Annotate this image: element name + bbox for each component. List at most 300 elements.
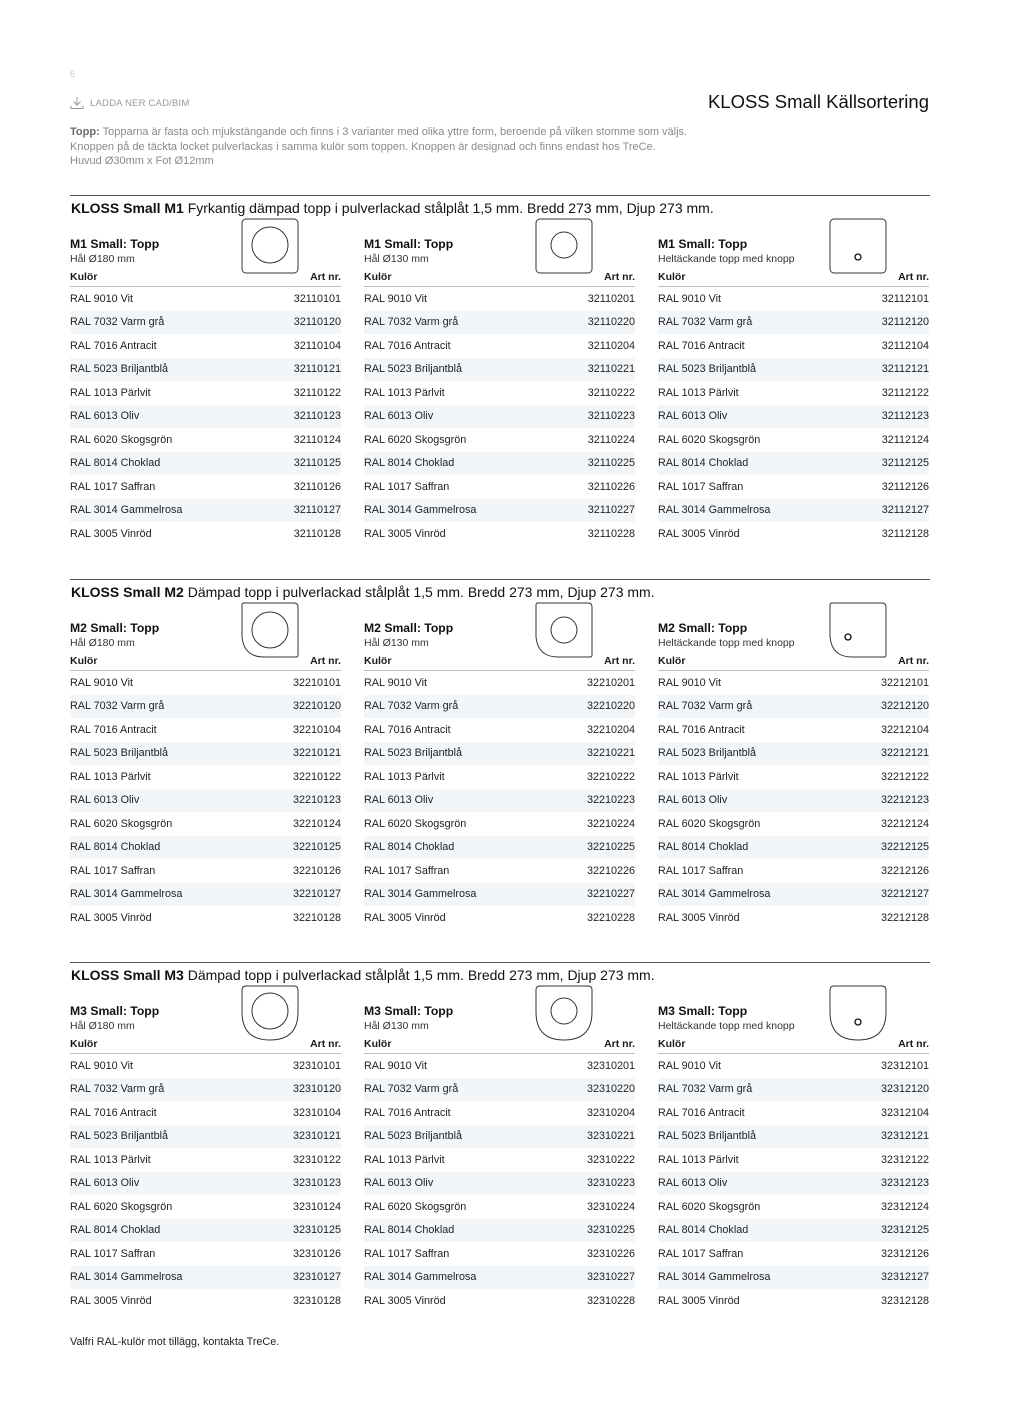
table-row <box>364 1125 635 1149</box>
m1-hole-top-icon <box>240 217 300 275</box>
m3-hole-top-icon <box>534 984 594 1042</box>
color-name: RAL 1017 Saffran <box>658 864 744 877</box>
art-number: 32212127 <box>880 888 929 901</box>
table-header: Kulör Art nr. <box>658 1038 929 1054</box>
color-name: RAL 6020 Skogsgrön <box>364 1200 467 1213</box>
table-row <box>70 1172 341 1196</box>
art-number: 32310124 <box>292 1200 341 1213</box>
art-number: 32110204 <box>587 339 635 352</box>
m2-knob-top-icon <box>828 601 888 659</box>
color-name: RAL 6013 Oliv <box>364 794 434 807</box>
table-row <box>70 671 341 695</box>
table-row <box>364 428 635 452</box>
art-number: 32310121 <box>292 1130 341 1143</box>
color-name: RAL 1017 Saffran <box>658 1247 744 1260</box>
color-name: RAL 1013 Pärlvit <box>658 770 739 783</box>
m3-hole-top-icon <box>240 984 300 1042</box>
table-subtitle: Heltäckande topp med knopp <box>658 253 795 265</box>
table-row <box>70 1101 341 1125</box>
color-name: RAL 1017 Saffran <box>70 864 156 877</box>
table-row <box>70 358 341 382</box>
color-name: RAL 6020 Skogsgrön <box>70 817 173 830</box>
table-row <box>658 859 929 883</box>
download-icon <box>70 96 84 110</box>
art-number: 32210228 <box>586 911 635 924</box>
table-row <box>658 1289 929 1313</box>
table-row <box>658 381 929 405</box>
art-number: 32110123 <box>293 410 341 423</box>
product-table <box>364 621 635 930</box>
table-row <box>364 287 635 311</box>
product-table <box>658 237 929 546</box>
color-name: RAL 1013 Pärlvit <box>364 386 445 399</box>
table-title: M2 Small: Topp <box>658 621 748 635</box>
art-number: 32212128 <box>880 911 929 924</box>
color-name: RAL 3005 Vinröd <box>70 1294 152 1307</box>
product-table <box>658 1004 929 1313</box>
color-name: RAL 5023 Briljantblå <box>364 363 463 376</box>
color-name: RAL 9010 Vit <box>364 292 428 305</box>
table-row <box>364 883 635 907</box>
table-title: M1 Small: Topp <box>70 237 160 251</box>
color-name: RAL 7032 Varm grå <box>70 316 165 329</box>
color-name: RAL 3005 Vinröd <box>364 911 446 924</box>
color-name: RAL 7016 Antracit <box>70 339 157 352</box>
table-row <box>70 1078 341 1102</box>
table-row <box>658 405 929 429</box>
table-row <box>70 1195 341 1219</box>
art-number: 32112126 <box>881 480 929 493</box>
color-name: RAL 3014 Gammelrosa <box>364 504 477 517</box>
m1-knob-top-icon <box>828 217 888 275</box>
table-header: Kulör Art nr. <box>70 655 341 671</box>
art-number: 32210122 <box>292 770 341 783</box>
color-name: RAL 6013 Oliv <box>364 410 434 423</box>
color-name: RAL 7032 Varm grå <box>70 700 165 713</box>
art-number: 32310101 <box>292 1059 341 1072</box>
art-number: 32210101 <box>292 676 341 689</box>
art-number: 32212104 <box>880 723 929 736</box>
art-number: 32210222 <box>586 770 635 783</box>
art-number: 32310122 <box>292 1153 341 1166</box>
table-row <box>70 718 341 742</box>
color-name: RAL 7016 Antracit <box>70 1106 157 1119</box>
color-name: RAL 9010 Vit <box>70 676 134 689</box>
color-name: RAL 6013 Oliv <box>658 410 728 423</box>
color-name: RAL 1013 Pärlvit <box>364 770 445 783</box>
table-header: Kulör Art nr. <box>658 271 929 287</box>
table-title: M3 Small: Topp <box>70 1004 160 1018</box>
color-name: RAL 8014 Choklad <box>658 1224 749 1237</box>
section-divider <box>70 195 930 196</box>
art-number: 32312104 <box>880 1106 929 1119</box>
art-number: 32310226 <box>586 1247 635 1260</box>
color-name: RAL 1013 Pärlvit <box>658 1153 739 1166</box>
table-row <box>364 1266 635 1290</box>
color-name: RAL 5023 Briljantblå <box>364 1130 463 1143</box>
table-subtitle: Hål Ø180 mm <box>70 253 135 265</box>
color-name: RAL 9010 Vit <box>70 1059 134 1072</box>
table-row <box>70 381 341 405</box>
table-header: Kulör Art nr. <box>364 1038 635 1054</box>
table-row <box>364 381 635 405</box>
art-number: 32110223 <box>587 410 635 423</box>
table-header: Kulör Art nr. <box>364 271 635 287</box>
table-row <box>364 334 635 358</box>
art-number: 32310228 <box>586 1294 635 1307</box>
art-number: 32110222 <box>587 386 635 399</box>
art-number: 32212121 <box>880 747 929 760</box>
art-number: 32212120 <box>880 700 929 713</box>
art-number: 32210226 <box>586 864 635 877</box>
color-name: RAL 6013 Oliv <box>364 1177 434 1190</box>
color-name: RAL 6013 Oliv <box>658 794 728 807</box>
table-row <box>364 789 635 813</box>
product-table <box>364 1004 635 1313</box>
table-row <box>658 452 929 476</box>
color-name: RAL 1017 Saffran <box>70 1247 156 1260</box>
m3-knob-top-icon <box>828 984 888 1042</box>
table-row <box>658 334 929 358</box>
color-name: RAL 5023 Briljantblå <box>70 363 169 376</box>
color-name: RAL 6020 Skogsgrön <box>364 817 467 830</box>
art-number: 32210221 <box>586 747 635 760</box>
color-name: RAL 5023 Briljantblå <box>658 363 757 376</box>
table-title: M1 Small: Topp <box>364 237 454 251</box>
color-name: RAL 5023 Briljantblå <box>658 747 757 760</box>
table-row <box>658 836 929 860</box>
table-subtitle: Hål Ø180 mm <box>70 1020 135 1032</box>
color-name: RAL 5023 Briljantblå <box>70 747 169 760</box>
color-name: RAL 6020 Skogsgrön <box>658 433 761 446</box>
table-row <box>70 906 341 930</box>
art-number: 32110220 <box>587 316 635 329</box>
product-table <box>658 621 929 930</box>
color-name: RAL 3014 Gammelrosa <box>70 504 183 517</box>
section-m1 <box>70 195 930 540</box>
table-row <box>364 812 635 836</box>
table-subtitle: Hål Ø130 mm <box>364 637 429 649</box>
section-divider <box>70 579 930 580</box>
table-row <box>364 718 635 742</box>
art-number: 32110124 <box>293 433 341 446</box>
art-number: 32312126 <box>880 1247 929 1260</box>
table-row <box>658 287 929 311</box>
table-row <box>70 1242 341 1266</box>
table-row <box>658 742 929 766</box>
color-name: RAL 3005 Vinröd <box>70 527 152 540</box>
color-name: RAL 1017 Saffran <box>70 480 156 493</box>
color-name: RAL 5023 Briljantblå <box>658 1130 757 1143</box>
product-table <box>70 237 341 546</box>
table-title: M1 Small: Topp <box>658 237 748 251</box>
art-number: 32312124 <box>880 1200 929 1213</box>
table-row <box>658 789 929 813</box>
table-row <box>364 765 635 789</box>
table-row <box>364 906 635 930</box>
art-number: 32310222 <box>586 1153 635 1166</box>
art-number: 32210220 <box>586 700 635 713</box>
art-number: 32112127 <box>881 504 929 517</box>
table-subtitle: Hål Ø180 mm <box>70 637 135 649</box>
table-row <box>658 1195 929 1219</box>
table-row <box>364 1242 635 1266</box>
table-row <box>658 428 929 452</box>
color-name: RAL 7016 Antracit <box>364 723 451 736</box>
art-number: 32312128 <box>880 1294 929 1307</box>
table-row <box>364 1195 635 1219</box>
color-name: RAL 7032 Varm grå <box>364 316 459 329</box>
color-name: RAL 7032 Varm grå <box>70 1083 165 1096</box>
table-row <box>364 452 635 476</box>
art-number: 32210204 <box>586 723 635 736</box>
art-number: 32310201 <box>586 1059 635 1072</box>
table-row <box>658 1266 929 1290</box>
art-number: 32110125 <box>293 457 341 470</box>
art-number: 32310220 <box>586 1083 635 1096</box>
color-name: RAL 9010 Vit <box>658 676 722 689</box>
art-number: 32110121 <box>293 363 341 376</box>
product-table <box>364 237 635 546</box>
footer-note: Valfri RAL-kulör mot tillägg, kontakta TreCe. <box>70 1336 280 1348</box>
color-name: RAL 8014 Choklad <box>364 1224 455 1237</box>
color-name: RAL 3005 Vinröd <box>364 527 446 540</box>
color-name: RAL 8014 Choklad <box>364 841 455 854</box>
table-row <box>70 1054 341 1078</box>
table-row <box>364 695 635 719</box>
art-number: 32210225 <box>586 841 635 854</box>
table-row <box>364 405 635 429</box>
color-name: RAL 8014 Choklad <box>658 457 749 470</box>
color-name: RAL 5023 Briljantblå <box>70 1130 169 1143</box>
art-number: 32112104 <box>881 339 929 352</box>
art-number: 32212101 <box>880 676 929 689</box>
table-row <box>658 883 929 907</box>
art-number: 32312121 <box>880 1130 929 1143</box>
intro-text: Topp: Topparna är fasta och mjukstängande och finns i 3 varianter med olika yttre form, beroende på vilken stomme som väljs. Knoppen på de täckta locket pulverlackas i samma kulör som toppen. Knoppen är designad och finns endast hos TreCe. Huvud Ø30mm x Fot Ø12mm <box>70 126 688 168</box>
table-row <box>658 1101 929 1125</box>
color-name: RAL 3014 Gammelrosa <box>364 888 477 901</box>
color-name: RAL 9010 Vit <box>658 1059 722 1072</box>
table-row <box>658 765 929 789</box>
art-number: 32212124 <box>880 817 929 830</box>
color-name: RAL 7032 Varm grå <box>658 700 753 713</box>
color-name: RAL 6013 Oliv <box>70 410 140 423</box>
art-number: 32310204 <box>586 1106 635 1119</box>
art-number: 32110224 <box>587 433 635 446</box>
color-name: RAL 9010 Vit <box>70 292 134 305</box>
color-name: RAL 1017 Saffran <box>364 1247 450 1260</box>
color-name: RAL 3014 Gammelrosa <box>658 1271 771 1284</box>
table-row <box>364 1289 635 1313</box>
table-row <box>70 287 341 311</box>
table-row <box>658 475 929 499</box>
art-number: 32210104 <box>292 723 341 736</box>
color-name: RAL 3014 Gammelrosa <box>658 504 771 517</box>
table-row <box>70 475 341 499</box>
table-row <box>658 1219 929 1243</box>
color-name: RAL 6020 Skogsgrön <box>658 1200 761 1213</box>
art-number: 32210125 <box>292 841 341 854</box>
art-number: 32310126 <box>292 1247 341 1260</box>
color-name: RAL 6020 Skogsgrön <box>70 1200 173 1213</box>
color-name: RAL 1013 Pärlvit <box>70 1153 151 1166</box>
art-number: 32210224 <box>586 817 635 830</box>
table-row <box>364 1054 635 1078</box>
art-number: 32310223 <box>586 1177 635 1190</box>
color-name: RAL 3005 Vinröd <box>658 911 740 924</box>
table-row <box>70 765 341 789</box>
table-row <box>70 428 341 452</box>
color-name: RAL 6020 Skogsgrön <box>658 817 761 830</box>
art-number: 32210127 <box>292 888 341 901</box>
m2-hole-top-icon <box>240 601 300 659</box>
art-number: 32310123 <box>292 1177 341 1190</box>
color-name: RAL 3005 Vinröd <box>364 1294 446 1307</box>
section-heading: KLOSS Small M3 Dämpad topp i pulverlackad stålplåt 1,5 mm. Bredd 273 mm, Djup 273 mm. <box>71 967 655 983</box>
art-number: 32310221 <box>586 1130 635 1143</box>
color-name: RAL 3014 Gammelrosa <box>70 888 183 901</box>
art-number: 32110127 <box>293 504 341 517</box>
art-number: 32310120 <box>292 1083 341 1096</box>
table-header: Kulör Art nr. <box>70 271 341 287</box>
table-row <box>70 812 341 836</box>
table-row <box>70 1125 341 1149</box>
product-table <box>70 621 341 930</box>
color-name: RAL 1013 Pärlvit <box>70 770 151 783</box>
art-number: 32212122 <box>880 770 929 783</box>
table-subtitle: Heltäckande topp med knopp <box>658 637 795 649</box>
table-header: Kulör Art nr. <box>658 655 929 671</box>
table-row <box>658 311 929 335</box>
page-title: KLOSS Small Källsortering <box>707 91 929 112</box>
page-number: 6 <box>70 69 76 79</box>
table-row <box>658 906 929 930</box>
table-row <box>364 1148 635 1172</box>
art-number: 32110104 <box>293 339 341 352</box>
table-header: Kulör Art nr. <box>364 655 635 671</box>
color-name: RAL 8014 Choklad <box>70 841 161 854</box>
color-name: RAL 3014 Gammelrosa <box>658 888 771 901</box>
art-number: 32110201 <box>587 292 635 305</box>
art-number: 32110126 <box>293 480 341 493</box>
table-row <box>364 742 635 766</box>
table-row <box>70 1289 341 1313</box>
table-row <box>364 1078 635 1102</box>
table-row <box>658 1242 929 1266</box>
table-row <box>658 1054 929 1078</box>
color-name: RAL 3005 Vinröd <box>70 911 152 924</box>
color-name: RAL 7016 Antracit <box>70 723 157 736</box>
table-subtitle: Heltäckande topp med knopp <box>658 1020 795 1032</box>
section-m3 <box>70 962 930 1307</box>
color-name: RAL 6013 Oliv <box>658 1177 728 1190</box>
art-number: 32110221 <box>587 363 635 376</box>
table-title: M3 Small: Topp <box>658 1004 748 1018</box>
art-number: 32112101 <box>881 292 929 305</box>
section-heading: KLOSS Small M1 Fyrkantig dämpad topp i pulverlackad stålplåt 1,5 mm. Bredd 273 mm, Djup 273 mm. <box>71 200 714 216</box>
table-header: Kulör Art nr. <box>70 1038 341 1054</box>
download-label: LADDA NER CAD/BIM <box>90 97 190 109</box>
table-row <box>658 671 929 695</box>
color-name: RAL 1017 Saffran <box>364 480 450 493</box>
art-number: 32210123 <box>292 794 341 807</box>
download-cad-bim-link[interactable] <box>70 96 189 110</box>
color-name: RAL 1013 Pärlvit <box>364 1153 445 1166</box>
color-name: RAL 3014 Gammelrosa <box>70 1271 183 1284</box>
table-title: M3 Small: Topp <box>364 1004 454 1018</box>
art-number: 32312122 <box>880 1153 929 1166</box>
color-name: RAL 8014 Choklad <box>364 457 455 470</box>
color-name: RAL 1013 Pärlvit <box>658 386 739 399</box>
color-name: RAL 7016 Antracit <box>658 1106 745 1119</box>
art-number: 32312120 <box>880 1083 929 1096</box>
intro-bold: Topp: <box>70 126 100 138</box>
art-number: 32210201 <box>586 676 635 689</box>
table-row <box>70 883 341 907</box>
table-row <box>70 859 341 883</box>
art-number: 32112125 <box>881 457 929 470</box>
table-row <box>658 695 929 719</box>
color-name: RAL 7016 Antracit <box>364 339 451 352</box>
table-row <box>70 1148 341 1172</box>
color-name: RAL 7032 Varm grå <box>658 1083 753 1096</box>
table-row <box>364 499 635 523</box>
color-name: RAL 3014 Gammelrosa <box>364 1271 477 1284</box>
art-number: 32212126 <box>880 864 929 877</box>
section-heading: KLOSS Small M2 Dämpad topp i pulverlackad stålplåt 1,5 mm. Bredd 273 mm, Djup 273 mm. <box>71 584 655 600</box>
color-name: RAL 6013 Oliv <box>70 794 140 807</box>
art-number: 32110120 <box>293 316 341 329</box>
art-number: 32310225 <box>586 1224 635 1237</box>
color-name: RAL 9010 Vit <box>364 676 428 689</box>
color-name: RAL 8014 Choklad <box>70 457 161 470</box>
art-number: 32110122 <box>293 386 341 399</box>
table-row <box>364 311 635 335</box>
color-name: RAL 7016 Antracit <box>658 723 745 736</box>
table-row <box>70 405 341 429</box>
art-number: 32110226 <box>587 480 635 493</box>
art-number: 32110128 <box>293 527 341 540</box>
m1-hole-top-icon <box>534 217 594 275</box>
art-number: 32212123 <box>880 794 929 807</box>
table-row <box>364 836 635 860</box>
color-name: RAL 1013 Pärlvit <box>70 386 151 399</box>
table-subtitle: Hål Ø130 mm <box>364 1020 429 1032</box>
art-number: 32210223 <box>586 794 635 807</box>
section-m2 <box>70 579 930 924</box>
color-name: RAL 3005 Vinröd <box>658 1294 740 1307</box>
table-row <box>364 358 635 382</box>
art-number: 32210124 <box>292 817 341 830</box>
color-name: RAL 5023 Briljantblå <box>364 747 463 760</box>
color-name: RAL 7032 Varm grå <box>658 316 753 329</box>
art-number: 32312125 <box>880 1224 929 1237</box>
table-row <box>364 671 635 695</box>
table-row <box>70 1219 341 1243</box>
table-subtitle: Hål Ø130 mm <box>364 253 429 265</box>
art-number: 32212125 <box>880 841 929 854</box>
table-row <box>658 499 929 523</box>
table-row <box>70 695 341 719</box>
table-row <box>658 812 929 836</box>
color-name: RAL 6013 Oliv <box>70 1177 140 1190</box>
art-number: 32310127 <box>292 1271 341 1284</box>
table-row <box>70 1266 341 1290</box>
color-name: RAL 7032 Varm grå <box>364 1083 459 1096</box>
table-row <box>364 1101 635 1125</box>
product-table <box>70 1004 341 1313</box>
